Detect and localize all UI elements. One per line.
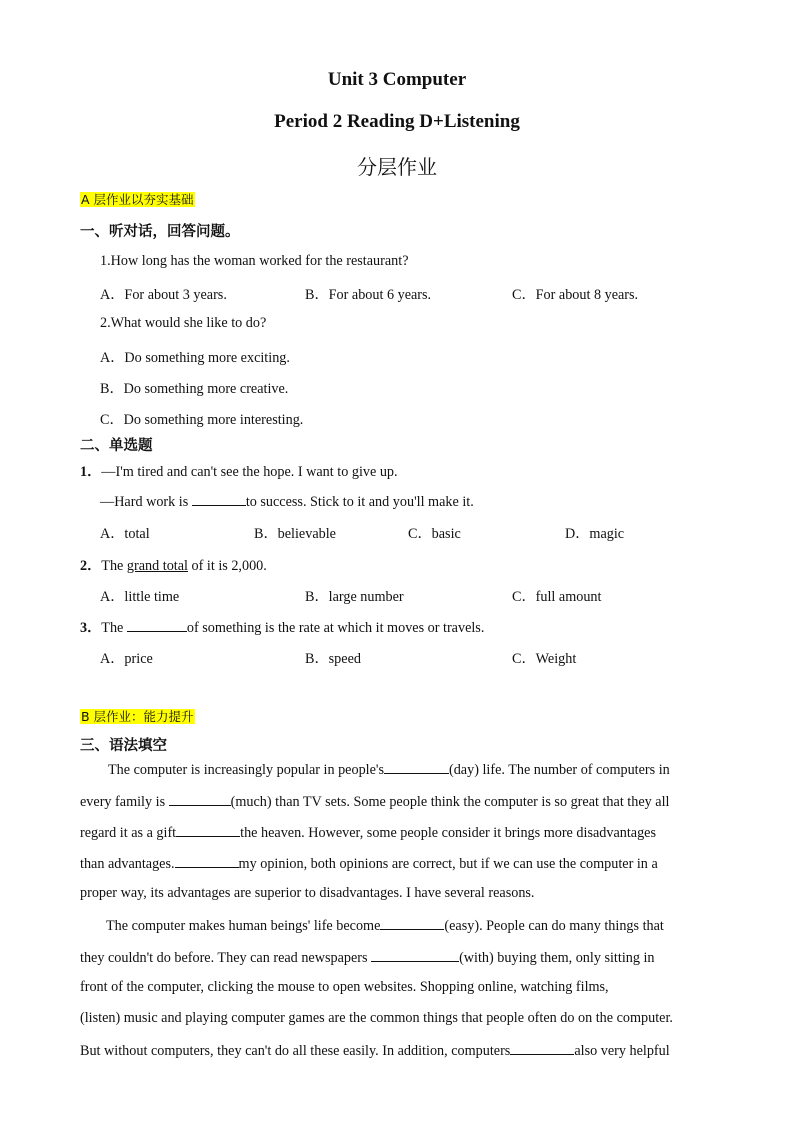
period-title: Period 2 Reading D+Listening: [274, 111, 520, 132]
passage-line-6: The computer makes human beings' life become (easy). People can do many things that: [106, 918, 664, 934]
choice-q1-option-b: B．believable: [254, 526, 336, 542]
choice-q1-option-d: D．magic: [565, 526, 625, 542]
underlined-phrase: grand total: [126, 558, 188, 574]
section-choice-title: 二、单选题: [80, 438, 153, 454]
choice-q1-option-a: A．total: [100, 526, 150, 542]
choice-q3-option-b: B．speed: [305, 651, 361, 667]
choice-q2-option-b: B．large number: [305, 589, 404, 605]
answer-blank[interactable]: [192, 492, 246, 506]
passage-line-7: they couldn't do before. They can read newspapers (with) buying them, only sitting in: [80, 950, 655, 966]
listening-q1-option-a: A．For about 3 years.: [100, 287, 227, 303]
answer-blank[interactable]: [510, 1041, 574, 1055]
listening-q1-stem: 1.How long has the woman worked for the restaurant?: [100, 253, 409, 269]
listening-q2-option-b: B．Do something more creative.: [100, 381, 289, 397]
page-subtitle: 分层作业: [357, 155, 437, 179]
answer-blank[interactable]: [384, 760, 449, 774]
section-listening-title: 一、听对话，回答问题。: [80, 224, 240, 240]
listening-q2-option-c: C．Do something more interesting.: [100, 412, 304, 428]
choice-q1-text: —I'm tired and can't see the hope. I want to give up.: [101, 464, 398, 480]
choice-q3-option-c: C．Weight: [512, 651, 577, 667]
listening-q1-option-b: B．For about 6 years.: [305, 287, 432, 303]
passage-line-10: But without computers, they can't do all these easily. In addition, computers also very helpful: [80, 1043, 670, 1059]
answer-blank[interactable]: [169, 792, 231, 806]
answer-blank[interactable]: [176, 823, 240, 837]
layer-a-label: A 层作业以夯实基础: [81, 192, 194, 207]
choice-q3-line: 3．The of something is the rate at which it moves or travels.: [80, 620, 485, 636]
choice-q1-line2: —Hard work is to success. Stick to it and you'll make it.: [100, 494, 474, 510]
choice-q1-line1: [80, 461, 398, 481]
choice-q1-option-c: C．basic: [408, 526, 461, 542]
answer-blank[interactable]: [371, 948, 459, 962]
passage-line-9: (listen) music and playing computer games are the common things that people often do on the computer.: [80, 1010, 673, 1026]
passage-line-5: proper way, its advantages are superior to disadvantages. I have several reasons.: [80, 885, 535, 901]
passage-line-3: regard it as a gift the heaven. However, some people consider it brings more disadvantages: [80, 825, 656, 841]
passage-line-8: front of the computer, clicking the mouse to open websites. Shopping online, watching films,: [80, 979, 609, 995]
layer-b-label: B 层作业：能力提升: [81, 709, 194, 724]
answer-blank[interactable]: [127, 618, 187, 632]
listening-q1-option-c: C．For about 8 years.: [512, 287, 639, 303]
choice-q2-option-a: A．little time: [100, 589, 180, 605]
listening-q2-stem: 2.What would she like to do?: [100, 315, 267, 331]
passage-line-2: every family is (much) than TV sets. Some people think the computer is so great that they all: [80, 794, 670, 810]
answer-blank[interactable]: [175, 854, 239, 868]
listening-q2-option-a: A．Do something more exciting.: [100, 350, 290, 366]
choice-q1-number: 1．: [80, 464, 102, 480]
choice-q2-line: 2．The grand total of it is 2,000.: [80, 558, 267, 574]
section-grammar-title: 三、语法填空: [80, 738, 167, 754]
choice-q2-option-c: C．full amount: [512, 589, 602, 605]
choice-q3-option-a: A．price: [100, 651, 153, 667]
passage-line-1: The computer is increasingly popular in people's (day) life. The number of computers in: [108, 762, 670, 778]
unit-title: Unit 3 Computer: [327, 69, 467, 90]
answer-blank[interactable]: [380, 916, 444, 930]
passage-line-4: than advantages. my opinion, both opinions are correct, but if we can use the computer in a: [80, 856, 658, 872]
